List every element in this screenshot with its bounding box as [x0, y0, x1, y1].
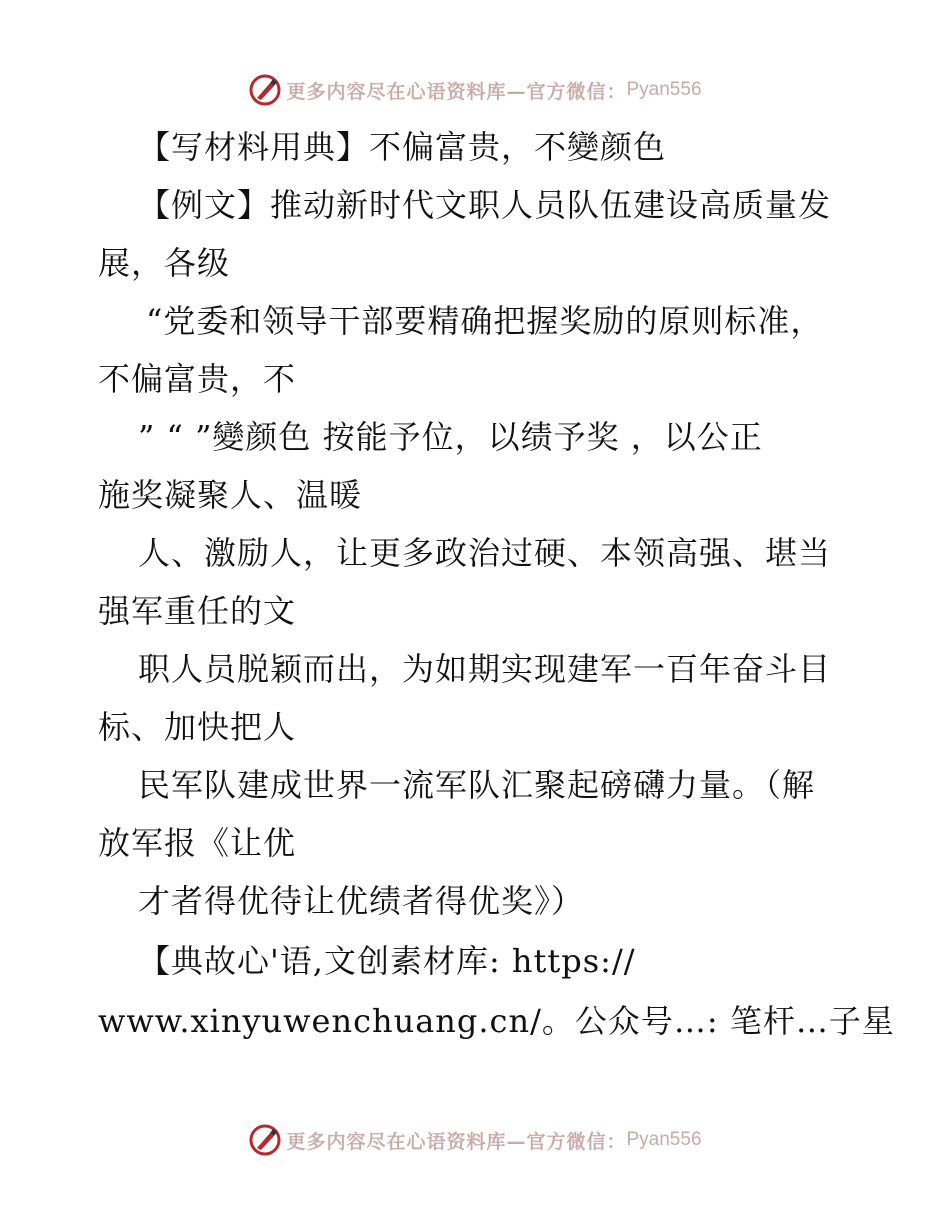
- text-line: www.xinyuwenchuang.cn/。公众号…: 笔杆…子星: [98, 1002, 895, 1040]
- text-line: 【典故心'语,文创素材库: https://: [138, 942, 636, 980]
- text-line: 【例文】推动新时代文职人员队伍建设高质量发: [138, 186, 832, 224]
- text-line: 不偏富贵，不: [98, 360, 297, 398]
- text-line: 放军报《让优: [98, 824, 297, 862]
- text-line: 标、加快把人: [98, 708, 297, 746]
- text-line: 强军重任的文: [98, 592, 297, 630]
- text-line: “党委和领导干部要精确把握奖励的原则标准，: [146, 302, 824, 340]
- banner-wechat-id: Pyan556: [626, 79, 702, 100]
- text-line: 民军队建成世界一流军队汇聚起磅礴力量。（解: [138, 766, 816, 804]
- text-line: 施奖凝聚人、温暖: [98, 476, 363, 514]
- text-line: 职人员脱颖而出，为如期实现建军一百年奋斗目: [138, 650, 832, 688]
- banner-wechat-id: Pyan556: [626, 1129, 702, 1150]
- pen-logo-icon: [248, 73, 282, 107]
- text-line: 才者得优待让优绩者得优奖》）: [138, 882, 585, 920]
- pen-logo-icon: [248, 1123, 282, 1157]
- text-line: 【写材料用典】不偏富贵，不變颜色: [138, 128, 667, 166]
- footer-banner: [0, 1118, 950, 1162]
- banner-text: 更多内容尽在心语资料库—官方微信：: [286, 80, 627, 103]
- banner-text: 更多内容尽在心语资料库—官方微信：: [286, 1130, 627, 1153]
- text-line: 人、激励人，让更多政治过硬、本领高强、堪当: [138, 534, 832, 572]
- text-line: 展，各级: [98, 244, 231, 282]
- text-line: ” “ ”變颜色 按能予位，以绩予奖 ，以公正: [138, 418, 763, 456]
- header-banner: [0, 68, 950, 112]
